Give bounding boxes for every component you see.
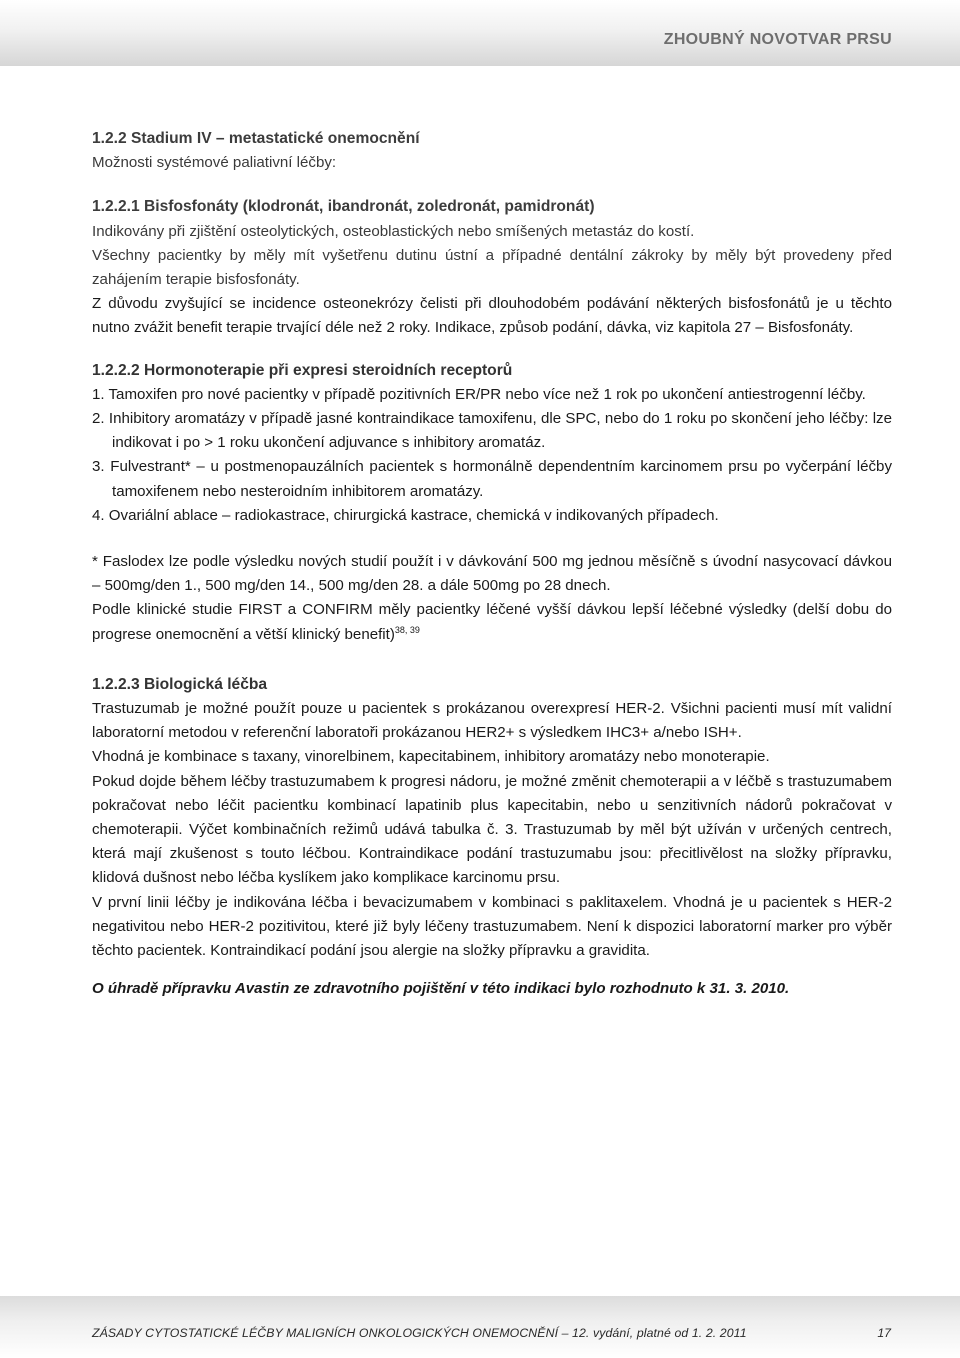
studies-paragraph [92,598,892,646]
section-heading-1-2-2-3: 1.2.2.3 Biologická léčba [92,675,268,693]
list-item: 2. Inhibitory aromatázy v případě jasné kontraindikace tamoxifenu, dle SPC, nebo do 1 roku po skončení jeho léčby: lze indikovat i po > 1 roku ukončení adjuvance s inhibitory aromatáz. [92,410,892,452]
paragraph: Všechny pacientky by měly mít vyšetřenu dutinu ústní a případné dentální zákroky by měly být provedeny před zahájením terapie bisfosfonáty. [92,246,892,289]
section-subtitle: Možnosti systémové paliativní léčby: [92,154,337,172]
paragraph: Z důvodu zvyšující se incidence osteonekrózy čelisti při dlouhodobém podávání některých bisfosfonátů je u těchto nutno zvážit benefit terapie trvající déle než 2 roky. Indikace, způsob podání, dávka, viz kapitola 27 – Bisfosfonáty. [92,295,892,337]
section-heading-1-2-2-2: 1.2.2.2 Hormonoterapie při expresi steroidních receptorů [92,361,513,379]
paragraph: Indikovány při zjištění osteolytických, osteoblastických nebo smíšených metastáz do kostí. [92,222,695,240]
list-item: 1. Tamoxifen pro nové pacientky v případě pozitivních ER/PR nebo více než 1 rok po ukončení antiestrogenní léčby. [92,385,866,403]
reimbursement-note: O úhradě přípravku Avastin ze zdravotního pojištění v této indikaci bylo rozhodnuto k 31. 3. 2010. [92,980,790,998]
footnote: * Faslodex lze podle výsledku nových studií použít i v dávkování 500 mg jednou měsíčně s úvodní nasycovací dávkou – 500mg/den 1., 500 mg/den 14., 500 mg/den 28. a dále 500mg po 28 dnech. [92,553,892,595]
studies-text: Podle klinické studie FIRST a CONFIRM měly pacientky léčené vyšší dávkou lepší léčebné výsledky (delší dobu do progrese onemocnění a větší klinický benefit) [92,601,892,643]
list-item: 3. Fulvestrant* – u postmenopauzálních pacientek s hormonálně dependentním karcinomem prsu po vyčerpání léčby tamoxifenem nebo nesteroidním inhibitorem aromatázy. [92,458,892,500]
paragraph: Vhodná je kombinace s taxany, vinorelbinem, kapecitabinem, inhibitory aromatázy nebo monoterapie. [92,748,770,766]
section-heading-1-2-2-1: 1.2.2.1 Bisfosfonáty (klodronát, ibandronát, zoledronát, pamidronát) [92,198,595,216]
reference-superscript: 38, 39 [394,624,420,635]
running-footer: ZÁSADY CYTOSTATICKÉ LÉČBY MALIGNÍCH ONKOLOGICKÝCH ONEMOCNĚNÍ – 12. vydání, platné od 1. 2. 2011 [92,1326,747,1340]
running-header: ZHOUBNÝ NOVOTVAR PRSU [663,31,892,48]
page-content [92,127,892,1002]
section-heading-1-2-2: 1.2.2 Stadium IV – metastatické onemocnění [92,130,420,147]
paragraph: Trastuzumab je možné použít pouze u pacientek s prokázanou overexpresí HER-2. Všichni pacienti musí mít validní laboratorní metodou v referenční laboratoři prokázanou HER2+ s výsledkem IHC3+ a/nebo ISH+. [92,700,892,742]
list-item: 4. Ovariální ablace – radiokastrace, chirurgická kastrace, chemická v indikovaných případech. [92,506,719,524]
page-number: 17 [877,1326,891,1340]
paragraph: V první linii léčby je indikována léčba i bevacizumabem v kombinaci s paklitaxelem. Vhodná je u pacientek s HER-2 negativitou nebo HER-2 pozitivitou, které již byly léčeny trastuzumabem. Není k dispozici laboratorní marker pro výběr těchto pacientek. Kontraindikací podání jsou alergie na složky přípravku a gravidita. [92,893,892,960]
paragraph: Pokud dojde během léčby trastuzumabem k progresi nádoru, je možné změnit chemoterapii a v léčbě s trastuzumabem pokračovat nebo léčit pacientku kombinací lapatinib plus kapecitabin, nebo u senzitivních nádorů pokračovat v chemoterapii. Výčet kombinačních režimů udává tabulka č. 3. Trastuzumab by měl být užíván v určených centrech, která mají zkušenost s touto léčbou. Kontraindikace podání trastuzumabu jsou: přecitlivělost na složky přípravku, klidová dušnost nebo léčba kyslíkem jako komplikace karcinomu prsu. [92,772,892,887]
